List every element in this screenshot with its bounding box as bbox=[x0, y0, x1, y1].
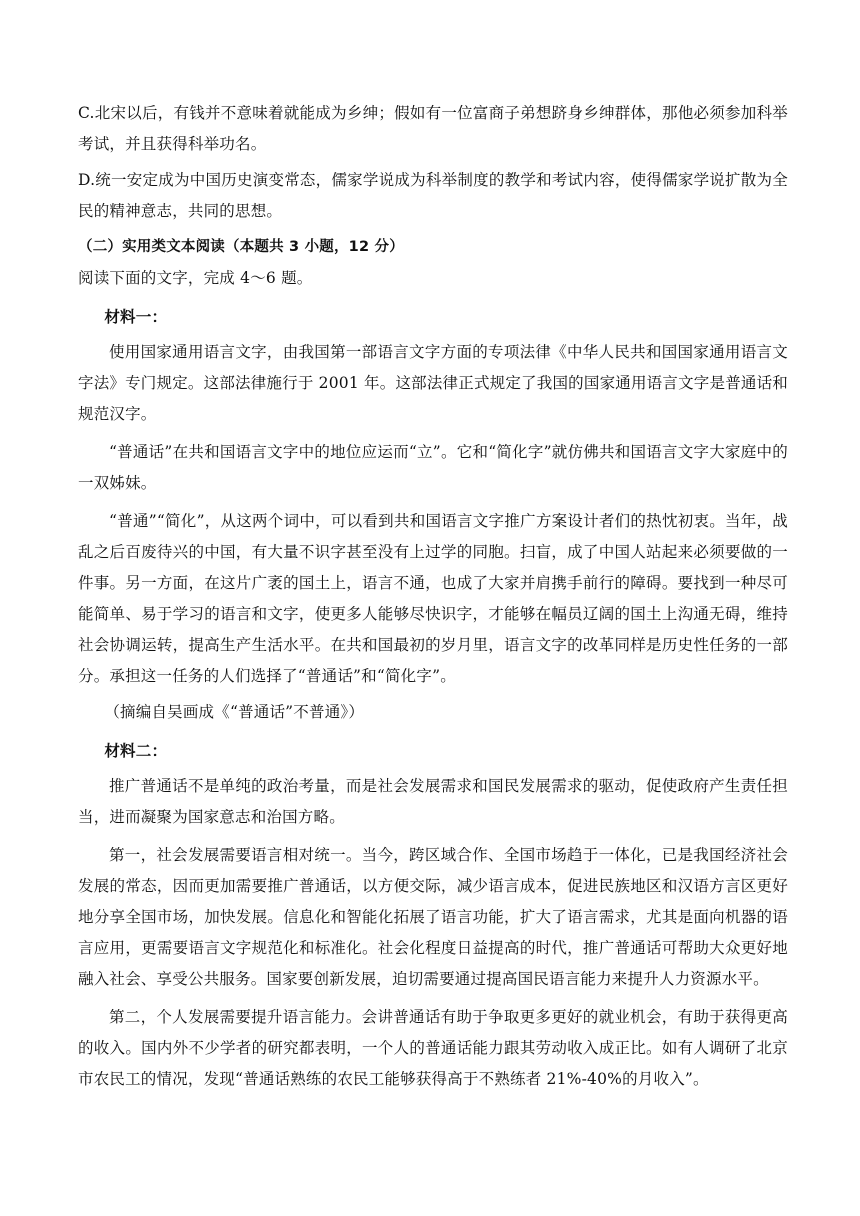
material2-paragraph-2: 第一，社会发展需要语言相对统一。当今，跨区域合作、全国市场趋于一体化，已是我国经济社会发展的常态，因而更加需要推广普通话，以方便交际，减少语言成本，促进民族地区和汉语方言区更好地分享全国市场，加快发展。信息化和智能化拓展了语言功能，扩大了语言需求，尤其是面向机器的语言应用，更需要语言文字规范化和标准化。社会化程度日益提高的时代，推广普通话可帮助大众更好地融入社会、享受公共服务。国家要创新发展，迫切需要通过提高国民语言能力来提升人力资源水平。 bbox=[78, 846, 788, 988]
material1-source: （摘编自吴画成《“普通话”不普通》） bbox=[104, 703, 365, 721]
option-d: D.统一安定成为中国历史演变常态，儒家学说成为科举制度的教学和考试内容，使得儒家学说扩散为全民的精神意志，共同的思想。 bbox=[78, 171, 788, 220]
material1-label: 材料一： bbox=[104, 307, 168, 326]
material1-paragraph-3: “普通”“简化”，从这两个词中，可以看到共和国语言文字推广方案设计者们的热忱初衷。当年，战乱之后百废待兴的中国，有大量不识字甚至没有上过学的同胞。扫盲，成了中国人站起来必须要做的一件事。另一方面，在这片广袤的国土上，语言不通，也成了大家并肩携手前行的障碍。要找到一种尽可能简单、易于学习的语言和文字，使更多人能够尽快识字，才能够在幅员辽阔的国土上沟通无碍，维持社会协调运转，提高生产生活水平。在共和国最初的岁月里，语言文字的改革同样是历史性任务的一部分。承担这一任务的人们选择了“普通话”和“简化字”。 bbox=[78, 512, 788, 685]
material2-label: 材料二： bbox=[104, 741, 168, 760]
section-instruction: 阅读下面的文字，完成 4～6 题。 bbox=[78, 269, 313, 287]
section-heading: （二）实用类文本阅读（本题共 3 小题，12 分） bbox=[78, 239, 404, 255]
material2-paragraph-3: 第二，个人发展需要提升语言能力。会讲普通话有助于争取更多更好的就业机会，有助于获得更高的收入。国内外不少学者的研究都表明，一个人的普通话能力跟其劳动收入成正比。如有人调研了北京市农民工的情况，发现“普通话熟练的农民工能够获得高于不熟练者 21%-40%的月收入”。 bbox=[78, 1008, 788, 1088]
document-page bbox=[78, 98, 788, 1095]
material2-paragraph-1: 推广普通话不是单纯的政治考量，而是社会发展需求和国民发展需求的驱动，促使政府产生责任担当，进而凝聚为国家意志和治国方略。 bbox=[78, 777, 788, 826]
material1-paragraph-2: “普通话”在共和国语言文字中的地位应运而“立”。它和“简化字”就仿佛共和国语言文字大家庭中的一双姊妹。 bbox=[78, 443, 788, 492]
material1-paragraph-1: 使用国家通用语言文字，由我国第一部语言文字方面的专项法律《中华人民共和国国家通用语言文字法》专门规定。这部法律施行于 2001 年。这部法律正式规定了我国的国家通用语言文字是普通话和规范汉字。 bbox=[78, 343, 788, 423]
option-c: C.北宋以后，有钱并不意味着就能成为乡绅；假如有一位富商子弟想跻身乡绅群体，那他必须参加科举考试，并且获得科举功名。 bbox=[78, 104, 788, 153]
